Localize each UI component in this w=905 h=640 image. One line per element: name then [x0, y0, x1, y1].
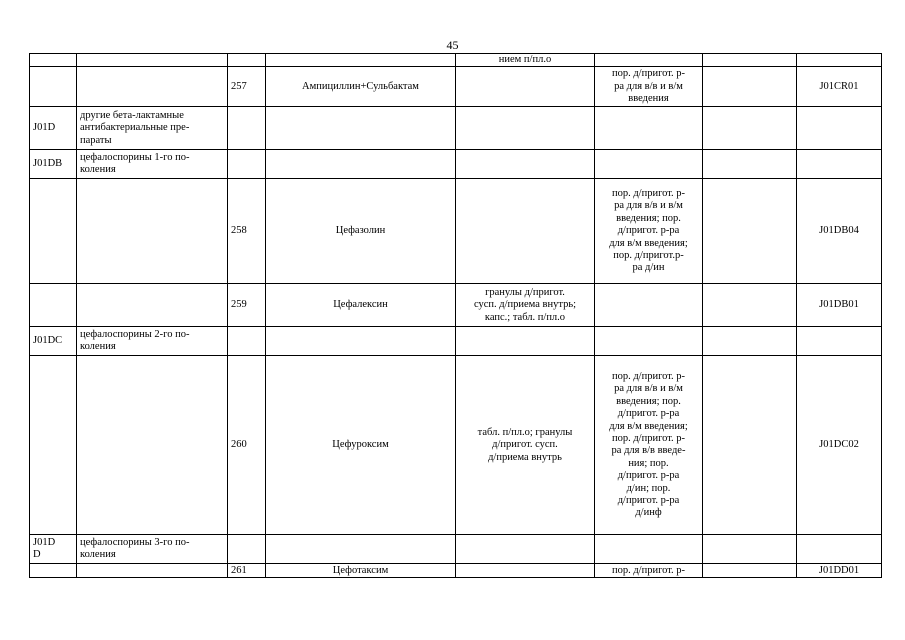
atc-code-cell: J01DC02: [797, 356, 882, 535]
drug-name-cell: [266, 54, 456, 67]
item-number-cell: 257: [228, 67, 266, 107]
atc-group-name-cell: [77, 67, 228, 107]
dosage-form-injection-cell: пор. д/пригот. р- ра для в/в и в/м введения; пор. д/пригот. р-ра для в/м введения; пор. д/пригот.р- ра д/ин: [595, 179, 703, 284]
atc-code-cell: J01CR01: [797, 67, 882, 107]
table-row: [30, 107, 882, 150]
dosage-form-cell: табл. п/пл.о; гранулы д/пригот. сусп. д/приема внутрь: [456, 356, 595, 535]
extra-cell: [703, 107, 797, 150]
dosage-form-cell: [456, 67, 595, 107]
dosage-form-cell: [456, 327, 595, 356]
dosage-form-injection-cell: [595, 107, 703, 150]
atc-group-name-cell: цефалоспорины 2-го по- коления: [77, 327, 228, 356]
dosage-form-injection-cell: [595, 284, 703, 327]
table-row: [30, 67, 882, 107]
atc-group-code-cell: J01D D: [30, 535, 77, 564]
atc-code-cell: J01DB01: [797, 284, 882, 327]
item-number-cell: [228, 535, 266, 564]
item-number-cell: [228, 54, 266, 67]
atc-group-name-cell: цефалоспорины 3-го по- коления: [77, 535, 228, 564]
item-number-cell: [228, 327, 266, 356]
atc-group-code-cell: J01D: [30, 107, 77, 150]
table-row: [30, 54, 882, 67]
table-body: [30, 54, 882, 578]
atc-group-code-cell: J01DC: [30, 327, 77, 356]
item-number-cell: 261: [228, 564, 266, 578]
dosage-form-cell: [456, 564, 595, 578]
extra-cell: [703, 179, 797, 284]
atc-code-cell: [797, 150, 882, 179]
extra-cell: [703, 150, 797, 179]
extra-cell: [703, 67, 797, 107]
drug-name-cell: Цефотаксим: [266, 564, 456, 578]
atc-group-name-cell: [77, 54, 228, 67]
dosage-form-cell: [456, 535, 595, 564]
table-row: [30, 356, 882, 535]
drug-name-cell: [266, 535, 456, 564]
extra-cell: [703, 284, 797, 327]
drug-name-cell: [266, 107, 456, 150]
dosage-form-injection-cell: [595, 327, 703, 356]
dosage-form-cell: [456, 107, 595, 150]
atc-group-name-cell: [77, 179, 228, 284]
item-number-cell: 259: [228, 284, 266, 327]
extra-cell: [703, 564, 797, 578]
extra-cell: [703, 327, 797, 356]
atc-code-cell: [797, 107, 882, 150]
atc-group-name-cell: другие бета-лактамные антибактериальные пре- параты: [77, 107, 228, 150]
drug-name-cell: Цефуроксим: [266, 356, 456, 535]
atc-group-code-cell: J01DB: [30, 150, 77, 179]
atc-group-code-cell: [30, 564, 77, 578]
extra-cell: [703, 356, 797, 535]
extra-cell: [703, 54, 797, 67]
page-number: 45: [446, 38, 459, 52]
item-number-cell: 258: [228, 179, 266, 284]
table-row: [30, 284, 882, 327]
table-row: [30, 327, 882, 356]
dosage-form-injection-cell: [595, 54, 703, 67]
atc-group-code-cell: [30, 284, 77, 327]
dosage-form-injection-cell: пор. д/пригот. р- ра для в/в и в/м введения; пор. д/пригот. р-ра для в/м введения; пор. д/пригот. р- ра для в/в введе- ния; пор. д/пригот. р-ра д/ин; пор. д/пригот. р-ра д/инф: [595, 356, 703, 535]
drug-table: [29, 53, 882, 578]
dosage-form-injection-cell: пор. д/пригот. р- ра для в/в и в/м введения: [595, 67, 703, 107]
drug-name-cell: Цефазолин: [266, 179, 456, 284]
extra-cell: [703, 535, 797, 564]
drug-name-cell: Ампициллин+Сульбактам: [266, 67, 456, 107]
atc-group-code-cell: [30, 54, 77, 67]
table-row: [30, 179, 882, 284]
drug-name-cell: [266, 150, 456, 179]
item-number-cell: 260: [228, 356, 266, 535]
atc-code-cell: J01DB04: [797, 179, 882, 284]
table-row: [30, 150, 882, 179]
atc-code-cell: [797, 54, 882, 67]
drug-name-cell: Цефалексин: [266, 284, 456, 327]
drug-name-cell: [266, 327, 456, 356]
atc-code-cell: [797, 535, 882, 564]
dosage-form-injection-cell: пор. д/пригот. р-: [595, 564, 703, 578]
dosage-form-injection-cell: [595, 150, 703, 179]
atc-group-name-cell: цефалоспорины 1-го по- коления: [77, 150, 228, 179]
dosage-form-cell: гранулы д/пригот. сусп. д/приема внутрь; капс.; табл. п/пл.о: [456, 284, 595, 327]
item-number-cell: [228, 107, 266, 150]
atc-group-name-cell: [77, 564, 228, 578]
dosage-form-cell: [456, 179, 595, 284]
atc-group-code-cell: [30, 179, 77, 284]
atc-code-cell: [797, 327, 882, 356]
atc-group-code-cell: [30, 67, 77, 107]
atc-group-code-cell: [30, 356, 77, 535]
item-number-cell: [228, 150, 266, 179]
atc-group-name-cell: [77, 284, 228, 327]
table-row: [30, 564, 882, 578]
atc-code-cell: J01DD01: [797, 564, 882, 578]
dosage-form-injection-cell: [595, 535, 703, 564]
table-row: [30, 535, 882, 564]
dosage-form-cell: нием п/пл.о: [456, 54, 595, 67]
atc-group-name-cell: [77, 356, 228, 535]
dosage-form-cell: [456, 150, 595, 179]
